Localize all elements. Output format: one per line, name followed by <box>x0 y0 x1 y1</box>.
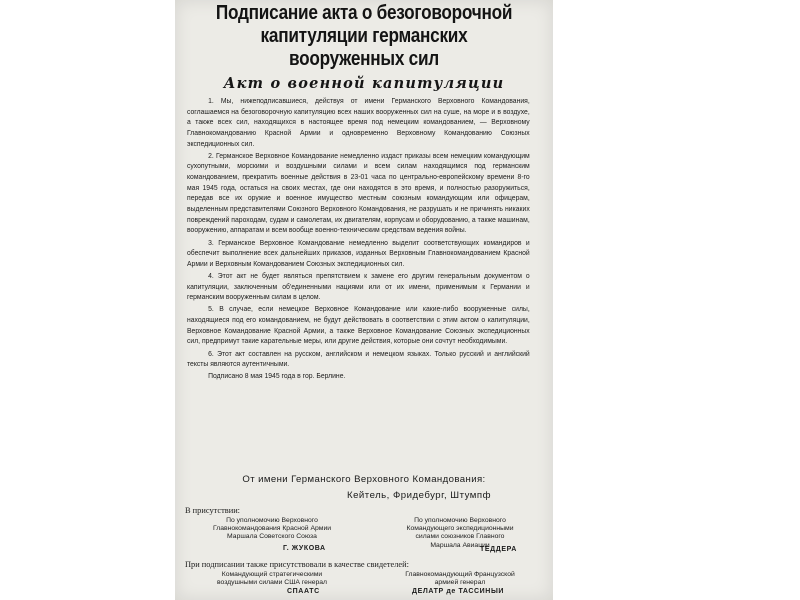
present-label: В присутствии: <box>185 506 241 515</box>
article-1: 1. Мы, нижеподписавшиеся, действуя от имени Германского Верховного Командования, соглашаемся на безоговорочную капитуляцию всех наших вооруженных сил на суше, на море и в воздухе, а также всех сил, находящихся в настоящее время под немецким командованием, — Верховному Главнокомандованию Красной Армии и одновременно Верховному Командованию Союзных экспедиционных сил. <box>187 97 530 148</box>
act-subtitle: Акт о военной капитуляции <box>223 75 505 92</box>
article-4: 4. Этот акт не будет являться препятствием к замене его другим генеральным документом о капитуляции, заключенным об'единенными нациями или от их имени, применимым к Германии и германским вооруженным силам в целом. <box>187 272 530 302</box>
signed-date-line: Подписано 8 мая 1945 года в гор. Берлине. <box>208 372 346 381</box>
article-6: 6. Этот акт составлен на русском, английском и немецком языках. Только русский и английский тексты являются аутентичными. <box>187 349 530 369</box>
block-line: Маршала Авиации <box>430 541 490 549</box>
french-witness-block <box>375 571 545 587</box>
on-behalf-line: От имени Германского Верховного Командования: <box>242 474 486 485</box>
block-line: силами союзников Главного <box>415 533 505 541</box>
german-signers: Кейтель, Фридебург, Штумпф <box>347 490 491 501</box>
block-line: Главнокомандования Красной Армии <box>212 525 332 533</box>
delattre-name: ДЕЛАТР де ТАССИНЫИ <box>412 588 505 595</box>
article-5: 5. В случае, если немецкое Верховное Командование или какие-либо вооруженные силы, находящиеся под его командованием, не будут действовать в соответствии с этим актом о капитуляции, Верховное Командование Красной Армии, а также Верховное Командование Союзных экспедиционных сил, предпримут такие карательные меры, или другие действия, которые они сочтут необходимыми. <box>187 305 530 346</box>
act-body <box>187 96 530 382</box>
soviet-witness-block <box>187 517 357 542</box>
witness-label: При подписании также присутствовали в качестве свидетелей: <box>185 560 409 569</box>
block-line: Командующий стратегическими <box>221 571 323 578</box>
us-witness-block <box>187 571 357 587</box>
block-line: Маршала Советского Союза <box>227 533 317 541</box>
document-title <box>201 2 526 71</box>
title-line: вооруженных сил <box>289 48 439 70</box>
block-line: По уполномочию Верховного <box>226 517 318 524</box>
title-line: Подписание акта о безоговорочной <box>215 2 513 24</box>
title-line: капитуляции германских <box>260 25 468 47</box>
article-3: 3. Германское Верховное Командование немедленно выделит соответствующих командиров и обеспечит выполнение всех дальнейших приказов, изданных Верховным Главнокомандованием Красной Армии и Верховным Командованием Союзных экспедиционных сил. <box>187 238 530 268</box>
spaatz-name: СПААТС <box>287 588 320 595</box>
block-line: армией генерал <box>434 579 486 587</box>
block-line: Командующего экспедиционными <box>406 525 514 533</box>
document-page <box>175 0 553 600</box>
block-line: По уполномочию Верховного <box>414 517 506 524</box>
zhukov-name: Г. ЖУКОВА <box>283 545 326 552</box>
article-2: 2. Германское Верховное Командование немедленно издаст приказы всем немецким командующим сухопутными, морскими и воздушными силами и всем силам находящимся под германским командованием, прекратить военные действия в 23-01 часа по центрально-европейскому времени 8-го мая 1945 года, остаться на своих местах, где они находятся в это время, и полностью разоружиться, передав все их оружие и военное имущество местным союзным командующим или офицерам, выделенным представителями Союзного Верховного Командования, не разрушать и не причинять никаких повреждений пароходам, судам и самолетам, их двигателям, корпусам и оборудованию, а также машинам, вооружению, аппаратам и всем вообще военно-техническим средствам ведения войны. <box>187 151 530 235</box>
block-line: воздушными силами США генерал <box>216 579 328 587</box>
block-line: Главнокомандующий Французской <box>405 571 515 578</box>
allied-witness-block <box>375 517 545 550</box>
tedder-name: ТЕДДЕРА <box>480 546 517 553</box>
